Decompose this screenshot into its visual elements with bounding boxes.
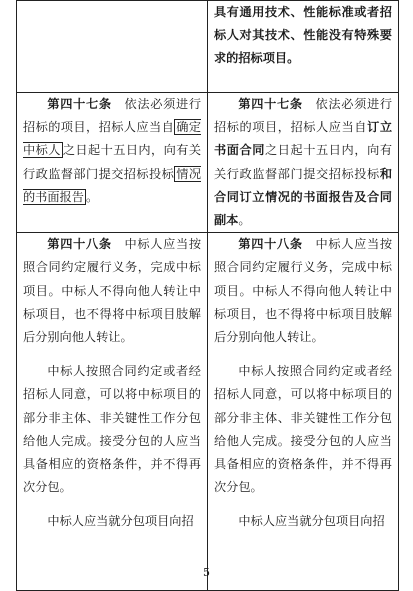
boxed-phrase: 确定中标人 xyxy=(23,120,202,158)
article-text: 依法必须进行招标的项目，招标人应当自 xyxy=(23,97,202,135)
left-cell-article-47 xyxy=(17,93,208,233)
article-paragraph: 中标人应当就分包项目向招 xyxy=(238,514,385,529)
article-text: 中标人应当按照合同约定履行义务，完成中标项目。中标人不得向他人转让中标项目，也不得将中标项目肢解后分别向他人转让。 xyxy=(214,237,393,345)
table-row xyxy=(17,93,399,233)
article-number: 第四十八条 xyxy=(238,237,303,252)
bold-phrase: 订立书面合同 xyxy=(214,120,393,158)
right-cell-article-48 xyxy=(208,233,399,591)
article-text: 中标人应当按照合同约定履行义务，完成中标项目。中标人不得向他人转让中标项目，也不得将中标项目肢解后分别向他人转让。 xyxy=(23,237,202,345)
article-number: 第四十七条 xyxy=(238,97,303,111)
article-text: 之日起十五日内，向有关行政监督部门提交招标投标 xyxy=(214,143,393,181)
article-number: 第四十八条 xyxy=(47,237,112,252)
right-top-text: 具有通用技术、性能标准或者招标人对其技术、性能没有特殊要求的招标项目。 xyxy=(214,5,392,66)
comparison-table xyxy=(16,0,399,591)
table-row xyxy=(17,1,399,93)
right-cell-article-47 xyxy=(208,93,399,233)
article-text: 。 xyxy=(85,189,99,204)
article-text: 。 xyxy=(238,213,251,228)
right-cell-top xyxy=(208,1,399,93)
article-paragraph: 中标人应当就分包项目向招 xyxy=(47,514,194,529)
article-text: 依法必须进行招标的项目，招标人应当自 xyxy=(214,97,393,135)
boxed-phrase: 情况的书面报告 xyxy=(23,166,202,204)
article-text: 之日起十五日内，向有关行政监督部门提交招标投标 xyxy=(23,143,202,181)
page-number: 5 xyxy=(203,566,210,579)
article-paragraph: 中标人按照合同约定或者经招标人同意，可以将中标项目的部分非主体、非关键性工作分包给他人完成。接受分包的人应当具备相应的资格条件，并不得再次分包。 xyxy=(214,364,392,495)
left-cell-top xyxy=(17,1,208,93)
bold-phrase: 和合同订立情况的书面报告及合同副本 xyxy=(214,166,392,228)
left-cell-article-48 xyxy=(17,233,208,591)
article-paragraph: 中标人按照合同约定或者经招标人同意，可以将中标项目的部分非主体、非关键性工作分包给他人完成。接受分包的人应当具备相应的资格条件，并不得再次分包。 xyxy=(23,364,201,495)
article-number: 第四十七条 xyxy=(47,97,112,111)
table-row xyxy=(17,233,399,591)
